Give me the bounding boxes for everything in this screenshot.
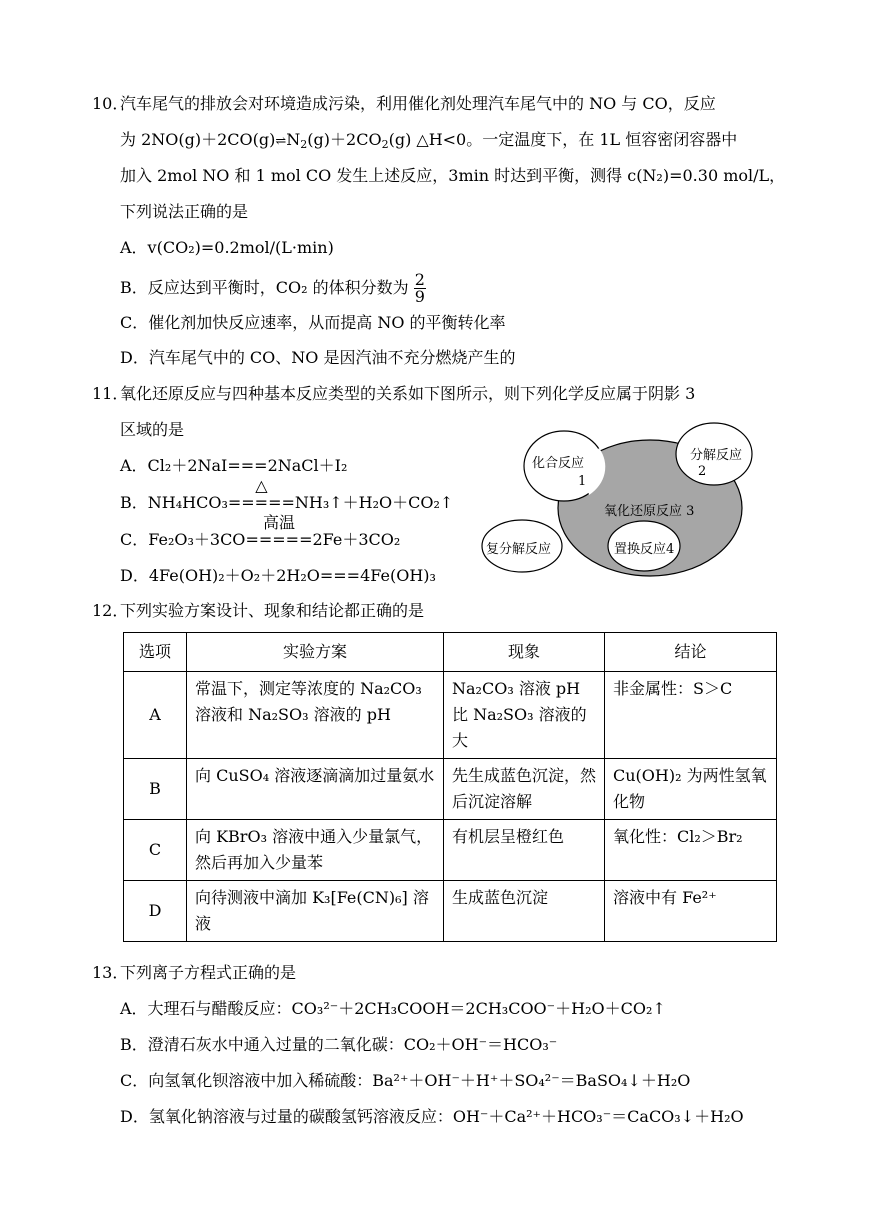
combination-label: 化合反应 [532,456,585,471]
redox-label: 氧化还原反应 3 [604,504,695,519]
row-phenomenon: 有机层呈橙红色 [444,820,605,881]
header-option: 选项 [124,633,187,672]
q10-option-b [120,268,426,308]
decomposition-label: 分解反应 [690,448,743,463]
q13-option-a: A．大理石与醋酸反应：CO₃²⁻＋2CH₃COOH＝2CH₃COO⁻＋H₂O＋CO₂↑ [120,999,666,1018]
row-plan: 向 CuSO₄ 溶液逐滴滴加过量氨水 [187,759,444,820]
double-decomposition-label: 复分解反应 [486,542,552,557]
q11-stem-line2: 区域的是 [120,420,185,439]
q10-option-b-text: B．反应达到平衡时，CO₂ 的体积分数为 [120,278,409,297]
row-option: D [124,881,187,942]
table-header-row [124,633,777,672]
q12-stem: 下列实验方案设计、现象和结论都正确的是 [120,601,425,620]
q10-stem-line3: 加入 2mol NO 和 1 mol CO 发生上述反应，3min 时达到平衡，测得 c(N₂)=0.30 mol/L， [120,166,786,185]
heat-symbol-icon: △ [255,476,268,495]
q10-option-d: D．汽车尾气中的 CO、NO 是因汽油不充分燃烧产生的 [120,348,516,367]
experiment-table [123,632,777,942]
fraction-denominator: 9 [414,287,425,306]
row-phenomenon: 先生成蓝色沉淀，然后沉淀溶解 [444,759,605,820]
q10-option-c: C．催化剂加快反应速率，从而提高 NO 的平衡转化率 [120,313,506,332]
q11-option-b-reactant: B．NH₄HCO₃ [120,493,228,512]
q13-number: 13． [92,963,129,982]
table-row [124,881,777,942]
q10-stem-line2: 为 $2NO(g)+2CO(g)\rightleftharpoons N_2(g)+2CO_2(g)$ △H<0。一定温度下，在 1L 恒容密闭容器中 [120,130,738,151]
row-conclusion: 溶液中有 Fe²⁺ [605,881,777,942]
q11-number: 11． [92,384,129,403]
row-plan: 向 KBrO₃ 溶液中通入少量氯气，然后再加入少量苯 [187,820,444,881]
q13-stem: 下列离子方程式正确的是 [120,963,297,982]
replacement-label: 置换反应4 [614,542,675,557]
table-row [124,820,777,881]
table-row [124,672,777,759]
row-plan: 向待测液中滴加 K₃[Fe(CN)₆] 溶液 [187,881,444,942]
reaction-type-diagram [478,420,778,580]
fraction-numerator: 2 [414,270,425,289]
q13-option-d: D．氢氧化钠溶液与过量的碳酸氢钙溶液反应：OH⁻＋Ca²⁺＋HCO₃⁻＝CaCO₃↓＋H₂O [120,1107,744,1126]
q10-stem-line4: 下列说法正确的是 [120,202,249,221]
q11-option-a: A．Cl₂＋2NaI===2NaCl＋I₂ [120,456,348,475]
header-conclusion: 结论 [605,633,777,672]
high-temp-label: 高温 [262,513,295,532]
q11-option-b [120,476,454,514]
q10-equation-rest: (g) △H<0。一定温度下，在 1L 恒容密闭容器中 [388,130,738,149]
q11-option-b-products: NH₃↑＋H₂O＋CO₂↑ [294,493,454,512]
region-1-label: 1 [578,474,587,489]
row-phenomenon: 生成蓝色沉淀 [444,881,605,942]
row-conclusion: 氧化性：Cl₂＞Br₂ [605,820,777,881]
q11-stem-line1: 氧化还原反应与四种基本反应类型的关系如下图所示，则下列化学反应属于阴影 3 [120,384,696,403]
header-plan: 实验方案 [187,633,444,672]
row-option: B [124,759,187,820]
q11-option-c-reactant: C．Fe₂O₃＋3CO [120,530,246,549]
region-2-label: 2 [698,464,707,479]
row-conclusion: Cu(OH)₂ 为两性氢氧化物 [605,759,777,820]
header-phenomenon: 现象 [444,633,605,672]
row-option: C [124,820,187,881]
q10-option-a: A．v(CO₂)=0.2mol/(L·min) [120,238,334,257]
q13-option-b: B．澄清石灰水中通入过量的二氧化碳：CO₂＋OH⁻＝HCO₃⁻ [120,1035,558,1054]
q10-equation-n2: N [286,130,301,149]
q13-option-c: C．向氢氧化钡溶液中加入稀硫酸：Ba²⁺＋OH⁻＋H⁺＋SO₄²⁻＝BaSO₄↓＋H₂O [120,1071,691,1090]
table-row [124,759,777,820]
q10-number: 10． [92,94,129,113]
high-temp-condition: 高温 ===== [245,513,313,549]
q10-stem-line1: 汽车尾气的排放会对环境造成污染，利用催化剂处理汽车尾气中的 NO 与 CO，反应 [120,94,716,113]
q11-option-c-products: 2Fe＋3CO₂ [312,530,401,549]
fraction [414,272,426,305]
row-plan: 常温下，测定等浓度的 Na₂CO₃ 溶液和 Na₂SO₃ 溶液的 pH [187,672,444,759]
row-option: A [124,672,187,759]
q12-number: 12． [92,601,129,620]
q11-option-c [120,513,401,551]
row-conclusion: 非金属性：S＞C [605,672,777,759]
equilibrium-arrow-icon: ⇌ [275,134,287,149]
row-phenomenon: Na₂CO₃ 溶液 pH 比 Na₂SO₃ 溶液的大 [444,672,605,759]
q10-equation-mid: (g)＋2CO [307,130,382,149]
q10-equation-left: 为 2NO(g)＋2CO(g) [120,130,276,149]
heat-condition: △ ===== [227,476,295,512]
q11-option-d: D．4Fe(OH)₂＋O₂＋2H₂O===4Fe(OH)₃ [120,566,436,585]
